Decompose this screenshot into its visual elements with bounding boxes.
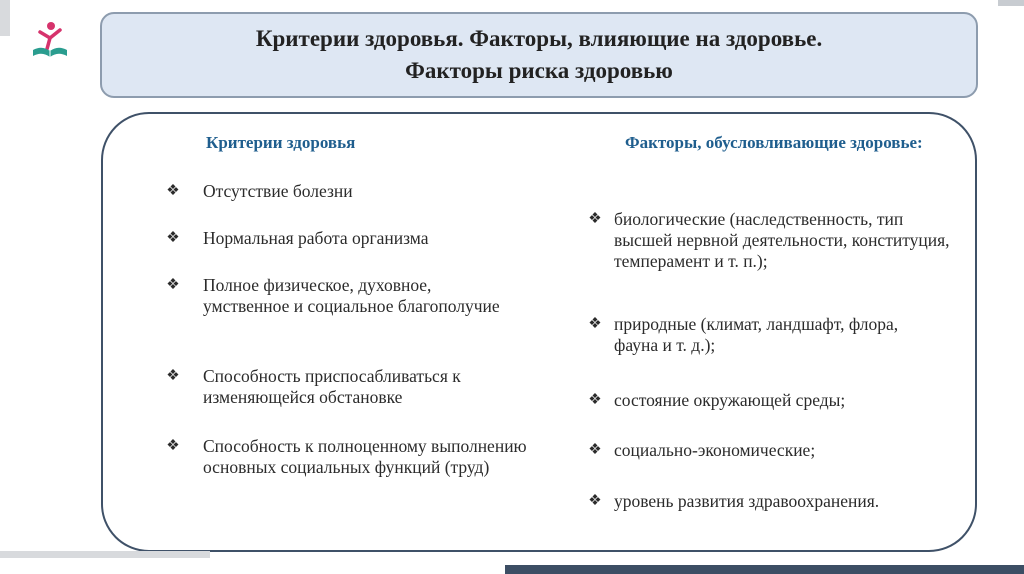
list-item [165, 228, 543, 249]
list-item-text: Полное физическое, духовное, умственное и социальное благополучие [203, 275, 500, 316]
list-item [587, 491, 974, 512]
diamond-bullet-icon: ❖ [166, 438, 180, 454]
list-item [587, 209, 954, 272]
list-item-text: Способность приспосабливаться к изменяющейся обстановке [203, 366, 461, 407]
list-item [165, 366, 543, 408]
title-line-2: Факторы риска здоровью [405, 58, 673, 83]
diamond-bullet-icon: ❖ [166, 230, 180, 246]
criteria-heading: Критерии здоровья [206, 133, 356, 152]
list-item [165, 436, 543, 478]
title-box [100, 12, 978, 98]
list-item-text: биологические (наследственность, тип высшей нервной деятельности, конституция, темперамент и т. п.); [614, 209, 950, 271]
factors-heading: Факторы, обусловливающие здоровье: [625, 133, 923, 152]
list-item-text: состояние окружающей среды; [614, 390, 846, 410]
list-item [165, 181, 543, 202]
diamond-bullet-icon: ❖ [588, 211, 602, 227]
list-item [587, 314, 914, 356]
list-item-text: Отсутствие болезни [203, 181, 353, 201]
list-item [165, 275, 503, 317]
list-item-text: Нормальная работа организма [203, 228, 429, 248]
corner-decoration-right [998, 0, 1024, 6]
diamond-bullet-icon: ❖ [166, 368, 180, 384]
list-item [587, 440, 974, 461]
diamond-bullet-icon: ❖ [588, 493, 602, 509]
person-with-book-logo [26, 20, 74, 60]
footer-bar-left [0, 551, 210, 558]
list-item-text: Способность к полноценному выполнению основных социальных функций (труд) [203, 436, 527, 477]
list-item-text: уровень развития здравоохранения. [614, 491, 880, 511]
footer-bar [505, 565, 1024, 574]
diamond-bullet-icon: ❖ [588, 392, 602, 408]
list-item-text: социально-экономические; [614, 440, 816, 460]
list-item [587, 390, 974, 411]
diamond-bullet-icon: ❖ [588, 316, 602, 332]
diamond-bullet-icon: ❖ [166, 277, 180, 293]
title-line-1: Критерии здоровья. Факторы, влияющие на здоровье. [255, 26, 823, 51]
list-item-text: природные (климат, ландшафт, флора, фауна и т. д.); [614, 314, 899, 355]
diamond-bullet-icon: ❖ [588, 442, 602, 458]
corner-decoration [0, 0, 10, 36]
diamond-bullet-icon: ❖ [166, 183, 180, 199]
